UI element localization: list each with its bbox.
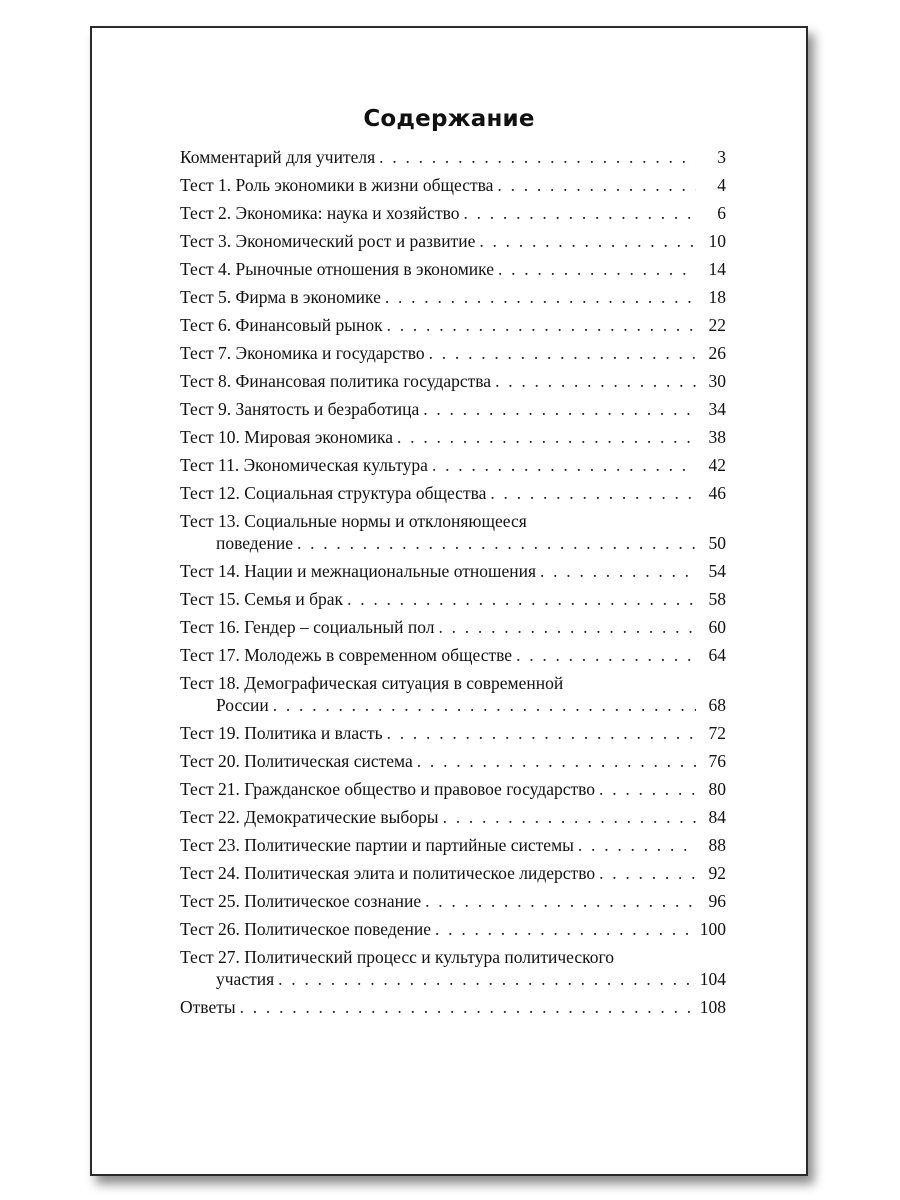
- dot-leader: [516, 644, 696, 666]
- toc-entry: [180, 342, 726, 364]
- toc-entry-title: Тест 25. Политическое сознание: [180, 891, 422, 911]
- toc-entry-title: Тест 3. Экономический рост и развитие: [180, 231, 476, 251]
- toc-entry-title: Тест 12. Социальная структура общества: [180, 483, 487, 503]
- dot-leader: [423, 398, 696, 420]
- toc-entry: [180, 644, 726, 666]
- toc-entry: [180, 588, 726, 610]
- dot-leader: [429, 342, 696, 364]
- toc-entry: [180, 834, 726, 856]
- toc-entry-title-line1: Тест 18. Демографическая ситуация в современной: [180, 673, 564, 693]
- toc-entry: [180, 258, 726, 280]
- toc-entry-title: Ответы: [180, 997, 236, 1017]
- dot-leader: [540, 560, 696, 582]
- toc-entry: [180, 918, 726, 940]
- toc-entry-page-number: 60: [708, 617, 726, 637]
- toc-entry: [180, 398, 726, 420]
- toc-entry-page-number: 96: [708, 891, 726, 911]
- toc-entry: [180, 778, 726, 800]
- toc-entry: [180, 750, 726, 772]
- toc-entry: [180, 616, 726, 638]
- toc-entry-page-number: 30: [708, 371, 726, 391]
- dot-leader: [479, 230, 696, 252]
- toc-entry-page-number: 80: [708, 779, 726, 799]
- toc-entry-title: Тест 7. Экономика и государство: [180, 343, 425, 363]
- toc-entry-page-number: 26: [708, 343, 726, 363]
- toc-entry-title: Тест 19. Политика и власть: [180, 723, 383, 743]
- toc-entry-page-number: 68: [708, 695, 726, 715]
- toc-entry-page-number: 76: [708, 751, 726, 771]
- toc-entry: [180, 286, 726, 308]
- toc-entry-page-number: 4: [717, 175, 726, 195]
- toc-entry-page-number: 72: [708, 723, 726, 743]
- dot-leader: [463, 202, 696, 224]
- toc-entry-title: Тест 10. Мировая экономика: [180, 427, 394, 447]
- toc-entry-page-number: 64: [708, 645, 726, 665]
- toc-entry: [180, 946, 726, 990]
- toc-entry-page-number: 54: [708, 561, 726, 581]
- toc-entry-title-line2: России: [216, 695, 269, 715]
- table-of-contents: [180, 146, 726, 1024]
- dot-leader: [387, 314, 696, 336]
- toc-entry-title: Комментарий для учителя: [180, 147, 376, 167]
- dot-leader: [497, 174, 696, 196]
- toc-entry-title: Тест 14. Нации и межнациональные отношения: [180, 561, 536, 581]
- toc-entry: [180, 202, 726, 224]
- toc-entry-title-line1: Тест 27. Политический процесс и культура политического: [180, 947, 614, 967]
- toc-entry-title: Тест 2. Экономика: наука и хозяйство: [180, 203, 460, 223]
- toc-entry-title: Тест 21. Гражданское общество и правовое государство: [180, 779, 596, 799]
- toc-entry: [180, 806, 726, 828]
- toc-entry: [180, 230, 726, 252]
- toc-entry-page-number: 88: [708, 835, 726, 855]
- dot-leader: [438, 616, 696, 638]
- dot-leader: [278, 968, 694, 990]
- toc-entry-page-number: 14: [708, 259, 726, 279]
- toc-entry-title: Тест 5. Фирма в экономике: [180, 287, 381, 307]
- toc-entry-page-number: 58: [708, 589, 726, 609]
- toc-entry-page-number: 46: [708, 483, 726, 503]
- page-title: Содержание: [363, 106, 535, 132]
- toc-entry-page-number: 104: [699, 969, 726, 989]
- toc-entry-title: Тест 26. Политическое поведение: [180, 919, 432, 939]
- dot-leader: [387, 722, 696, 744]
- dot-leader: [397, 426, 696, 448]
- dot-leader: [240, 996, 694, 1018]
- dot-leader: [432, 454, 696, 476]
- dot-leader: [379, 146, 696, 168]
- toc-entry-page-number: 92: [708, 863, 726, 883]
- toc-entry: [180, 996, 726, 1018]
- toc-entry-title-line2: поведение: [216, 533, 293, 553]
- toc-entry-page-number: 50: [708, 533, 726, 553]
- toc-entry: [180, 510, 726, 554]
- toc-entry-title: Тест 24. Политическая элита и политическое лидерство: [180, 863, 596, 883]
- toc-entry-title: Тест 8. Финансовая политика государства: [180, 371, 492, 391]
- toc-entry: [180, 672, 726, 716]
- toc-entry-page-number: 84: [708, 807, 726, 827]
- toc-entry-title: Тест 23. Политические партии и партийные системы: [180, 835, 574, 855]
- toc-entry-title: Тест 9. Занятость и безработица: [180, 399, 420, 419]
- dot-leader: [599, 778, 696, 800]
- dot-leader: [425, 890, 696, 912]
- dot-leader: [498, 258, 696, 280]
- toc-entry-title: Тест 22. Демократические выборы: [180, 807, 439, 827]
- toc-entry-title: Тест 11. Экономическая культура: [180, 455, 428, 475]
- toc-entry: [180, 454, 726, 476]
- toc-entry-page-number: 6: [717, 203, 726, 223]
- dot-leader: [578, 834, 696, 856]
- toc-entry: [180, 862, 726, 884]
- toc-entry-page-number: 3: [717, 147, 726, 167]
- toc-entry-page-number: 108: [699, 997, 726, 1017]
- dot-leader: [435, 918, 694, 940]
- dot-leader: [297, 532, 696, 554]
- toc-entry: [180, 146, 726, 168]
- dot-leader: [599, 862, 696, 884]
- toc-entry-title-line1: Тест 13. Социальные нормы и отклоняющееся: [180, 511, 527, 531]
- toc-entry-title: Тест 20. Политическая система: [180, 751, 413, 771]
- toc-entry-title: Тест 17. Молодежь в современном обществе: [180, 645, 513, 665]
- toc-entry-page-number: 34: [708, 399, 726, 419]
- toc-entry: [180, 482, 726, 504]
- dot-leader: [417, 750, 696, 772]
- toc-entry: [180, 426, 726, 448]
- toc-entry: [180, 370, 726, 392]
- toc-entry-page-number: 42: [708, 455, 726, 475]
- toc-entry: [180, 890, 726, 912]
- toc-entry-page-number: 18: [708, 287, 726, 307]
- dot-leader: [490, 482, 696, 504]
- toc-entry: [180, 314, 726, 336]
- dot-leader: [443, 806, 696, 828]
- toc-entry-page-number: 10: [708, 231, 726, 251]
- dot-leader: [385, 286, 696, 308]
- toc-entry-page-number: 22: [708, 315, 726, 335]
- toc-entry-title: Тест 4. Рыночные отношения в экономике: [180, 259, 494, 279]
- toc-entry-page-number: 100: [699, 919, 726, 939]
- book-page: [90, 26, 808, 1176]
- toc-entry-title: Тест 15. Семья и брак: [180, 589, 344, 609]
- toc-entry-title-line2: участия: [216, 969, 275, 989]
- dot-leader: [273, 694, 696, 716]
- toc-entry: [180, 722, 726, 744]
- toc-entry-title: Тест 1. Роль экономики в жизни общества: [180, 175, 494, 195]
- dot-leader: [347, 588, 696, 610]
- toc-entry-title: Тест 6. Финансовый рынок: [180, 315, 383, 335]
- toc-entry-page-number: 38: [708, 427, 726, 447]
- toc-entry: [180, 174, 726, 196]
- toc-entry-title: Тест 16. Гендер – социальный пол: [180, 617, 435, 637]
- toc-entry: [180, 560, 726, 582]
- dot-leader: [495, 370, 696, 392]
